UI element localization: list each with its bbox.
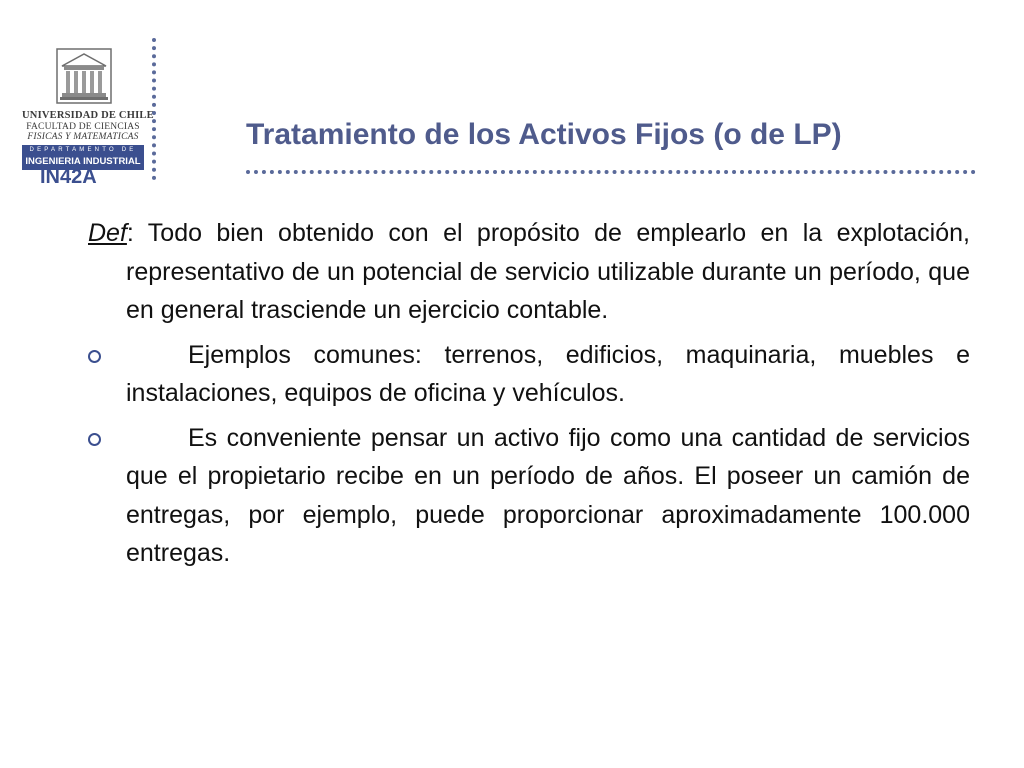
title-dotted-underline [246,170,976,174]
slide-title: Tratamiento de los Activos Fijos (o de LP) [246,118,842,151]
logo-university-text: UNIVERSIDAD DE CHILE [22,110,154,121]
bullet-ring-icon [88,433,101,446]
slide-content [88,214,970,573]
definition-separator: : [126,219,134,247]
bullet-text-services: Es conveniente pensar un activo fijo como una cantidad de servicios que el propietario recibe en un período de años. El poseer un camión de entregas, por ejemplo, puede proporcionar aproximadamente 100.000 entregas. [126,423,970,567]
bullet-text-examples: Ejemplos comunes: terrenos, edificios, maquinaria, muebles e instalaciones, equipos de oficina y vehículos. [126,340,970,407]
definition-paragraph [88,214,970,330]
course-code: IN42A [40,166,97,188]
definition-text: Todo bien obtenido con el propósito de emplearlo en la explotación, representativo de un potencial de servicio utilizable durante un período, que en general trasciende un ejercicio contable. [126,219,970,324]
university-building-icon [56,48,112,104]
logo-department-label: DEPARTAMENTO DE [29,147,137,153]
logo-faculty-text-1: FACULTAD DE CIENCIAS [26,122,140,132]
bullet-item-services [88,419,970,573]
definition-label: Def [88,219,127,247]
logo-faculty-text-2: FISICAS Y MATEMATICAS [27,132,139,142]
vertical-dotted-divider [152,38,156,180]
bullet-ring-icon [88,350,101,363]
bullet-item-examples [88,336,970,413]
logo-department-name: INGENIERIA INDUSTRIAL [25,156,141,167]
